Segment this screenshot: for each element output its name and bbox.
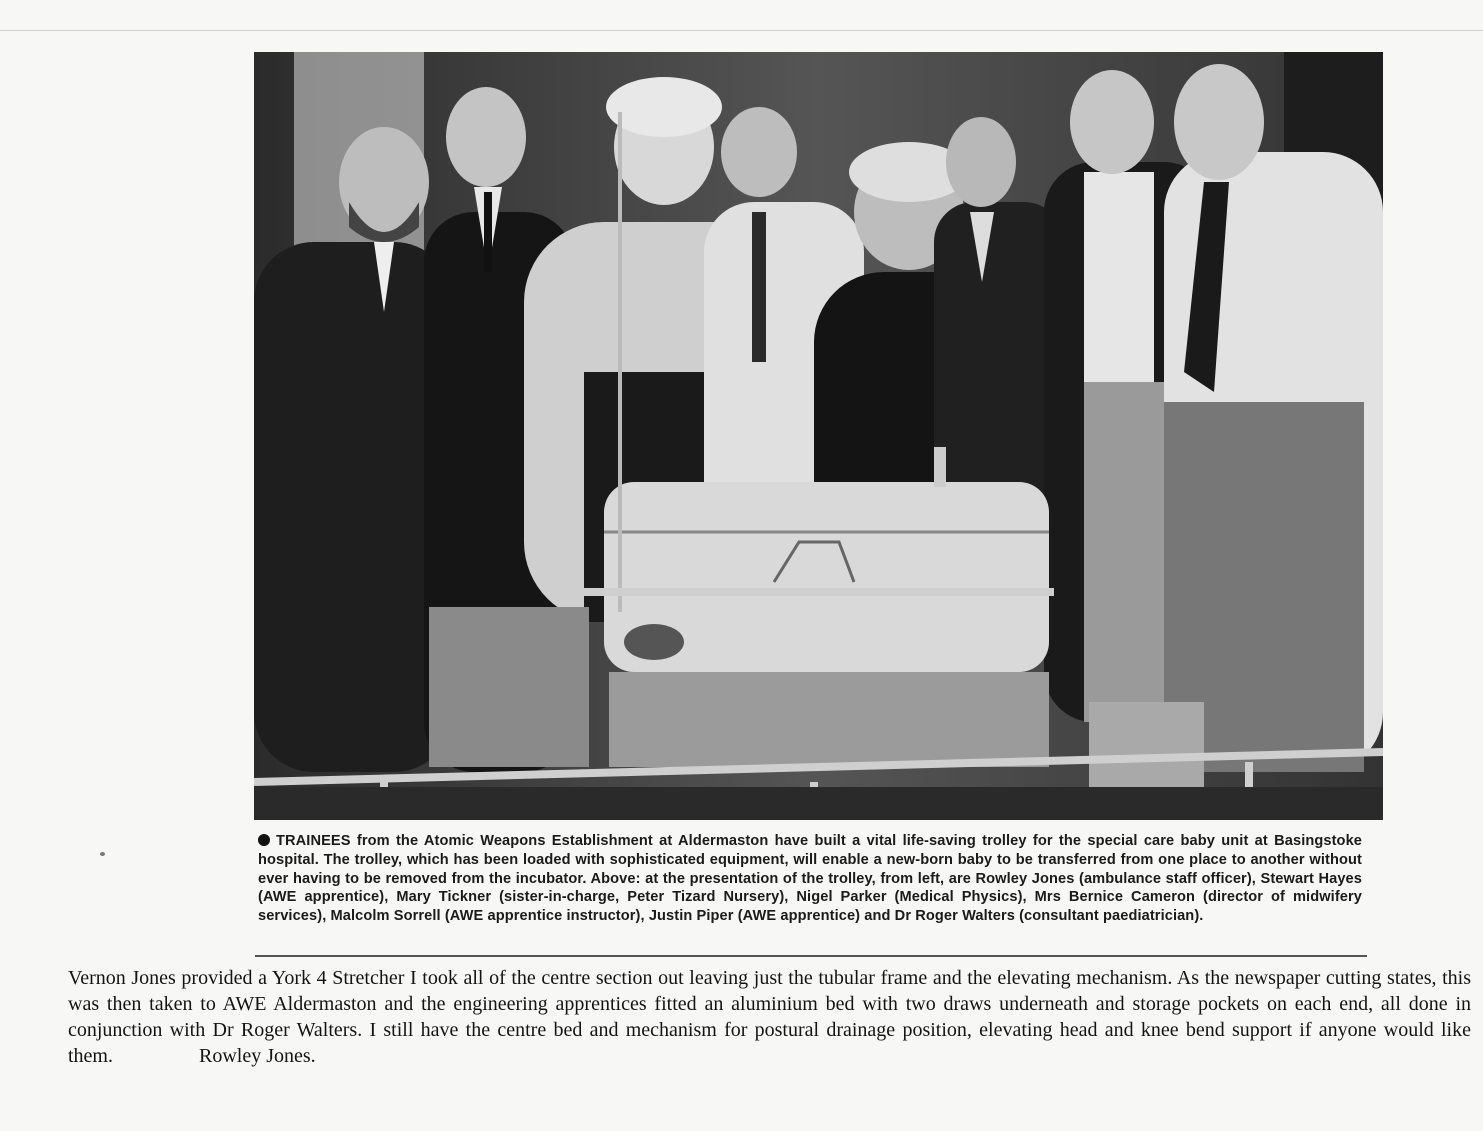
caption-divider — [255, 955, 1367, 957]
photo-floor — [254, 787, 1383, 820]
equipment-box-right — [1089, 702, 1204, 787]
caption-bullet-icon — [258, 834, 270, 846]
caption-text: from the Atomic Weapons Establishment at Aldermaston have built a vital life-saving trolley for the special care baby unit at Basingstoke hospital. The trolley, which has been loaded with sophisticated equipment, will enable a new-born baby to be transferred from one place to another without ever having to be removed from the incubator. Above: at the presentation of the trolley, from left, are Rowley Jones (ambulance staff officer), Stewart Hayes (AWE apprentice), Mary Tickner (sister-in-charge, Peter Tizard Nursery), Nigel Parker (Medical Physics), Mrs Bernice Cameron (director of midwifery services), Malcolm Sorrell (AWE apprentice instructor), Justin Piper (AWE apprentice) and Dr Roger Walters (consultant paediatrician). — [258, 833, 1363, 925]
equipment-case-left — [429, 607, 589, 767]
person-8 — [1164, 64, 1383, 772]
note-body: Vernon Jones provided a York 4 Stretcher I took all of the centre section out leaving just the tubular frame and the elevating mechanism. As the newspaper cutting states, this was then taken to AWE Aldermaston and the engineering apprentices fitted an aluminium bed with two draws underneath and storage pockets on each end, all done in conjunction with Dr Roger Walters. I still have the centre bed and mechanism for postural drainage position, elevating head and knee bend support if anyone would like them. — [68, 967, 1471, 1067]
scan-top-edge — [0, 30, 1483, 31]
newspaper-photo — [254, 52, 1383, 820]
trolley-base — [609, 672, 1049, 767]
caption-lead: TRAINEES — [276, 833, 351, 849]
note-signature: Rowley Jones. — [199, 1045, 316, 1067]
photo-illustration — [254, 52, 1383, 820]
typed-note — [68, 965, 1471, 1069]
drip-stand — [618, 112, 622, 612]
photo-caption — [258, 832, 1362, 926]
scan-speck — [100, 852, 105, 856]
